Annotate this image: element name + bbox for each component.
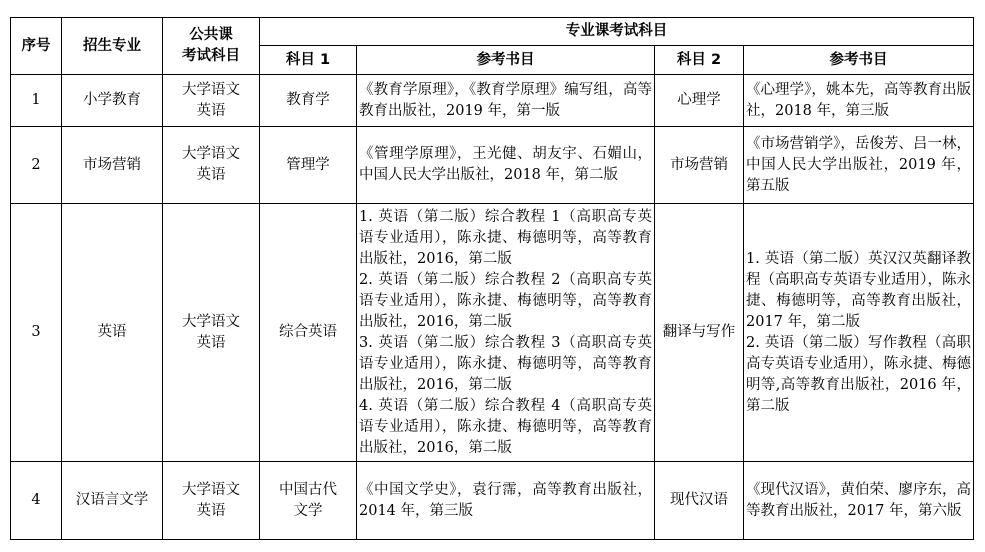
- cell-public: 大学语文 英语: [163, 462, 260, 540]
- cell-books2: [744, 127, 974, 204]
- cell-subject2: 心理学: [655, 75, 744, 127]
- header-public-course-text: 公共课 考试科目: [182, 27, 240, 64]
- cell-seq: 2: [11, 127, 62, 204]
- table-row: [11, 127, 974, 204]
- admission-exam-table: [10, 17, 974, 540]
- cell-public: 大学语文 英语: [163, 127, 260, 204]
- header-subject1: 科目 1: [260, 46, 357, 75]
- book-entry: 1. 英语（第二版）英汉汉英翻译教程（高职高专英语专业适用），陈永捷、梅德明等，高等教育出版社，2017 年，第二版: [746, 250, 971, 330]
- cell-books1: [357, 204, 655, 462]
- cell-books2: [744, 204, 974, 462]
- table-row: [11, 75, 974, 127]
- cell-books2: [744, 462, 974, 540]
- book-entry: 《心理学》，姚本先，高等教育出版社，2018 年，第三版: [746, 81, 971, 119]
- cell-public: 大学语文 英语: [163, 75, 260, 127]
- cell-subject2: 翻译与写作: [655, 204, 744, 462]
- cell-books1: [357, 127, 655, 204]
- cell-seq: 1: [11, 75, 62, 127]
- cell-subject1: 综合英语: [260, 204, 357, 462]
- cell-major: 汉语言文学: [62, 462, 163, 540]
- book-entry: 2. 英语（第二版）写作教程（高职高专英语专业适用），陈永捷、梅德明等,高等教育出版社，2016 年，第二版: [746, 334, 971, 414]
- cell-subject2: 市场营销: [655, 127, 744, 204]
- table-row: [11, 462, 974, 540]
- cell-subject1: 教育学: [260, 75, 357, 127]
- book-entry: 3. 英语（第二版）综合教程 3（高职高专英语专业适用），陈永捷、梅德明等，高等教育出版社，2016，第二版: [359, 334, 652, 393]
- cell-books1: [357, 75, 655, 127]
- cell-subject1: 管理学: [260, 127, 357, 204]
- header-major: 招生专业: [62, 18, 163, 75]
- book-entry: 4. 英语（第二版）综合教程 4（高职高专英语专业适用），陈永捷、梅德明等，高等教育出版社，2016，第二版: [359, 397, 652, 456]
- cell-public: 大学语文 英语: [163, 204, 260, 462]
- table-header-row: [11, 18, 974, 46]
- cell-major: 英语: [62, 204, 163, 462]
- cell-books2: [744, 75, 974, 127]
- cell-major: 小学教育: [62, 75, 163, 127]
- cell-subject2: 现代汉语: [655, 462, 744, 540]
- book-entry: 《教育学原理》，《教育学原理》编写组，高等教育出版社，2019 年，第一版: [359, 81, 652, 119]
- cell-subject1: 中国古代 文学: [260, 462, 357, 540]
- cell-major: 市场营销: [62, 127, 163, 204]
- book-entry: 《现代汉语》，黄伯荣、廖序东，高等教育出版社，2017 年，第六版: [746, 481, 971, 519]
- cell-seq: 4: [11, 462, 62, 540]
- book-entry: 《中国文学史》，袁行霈，高等教育出版社，2014 年，第三版: [359, 481, 652, 519]
- book-entry: 《管理学原理》，王光健、胡友宇、石媚山，中国人民大学出版社，2018 年，第二版: [359, 146, 652, 183]
- table-row: [11, 204, 974, 462]
- cell-seq: 3: [11, 204, 62, 462]
- book-entry: 《市场营销学》，岳俊芳、吕一林，中国人民大学出版社，2019 年，第五版: [746, 135, 971, 194]
- header-public-course: [163, 18, 260, 75]
- book-entry: 2. 英语（第二版）综合教程 2（高职高专英语专业适用），陈永捷、梅德明等，高等教育出版社，2016，第二版: [359, 271, 652, 330]
- cell-books1: [357, 462, 655, 540]
- header-books1: 参考书目: [357, 46, 655, 75]
- header-books2: 参考书目: [744, 46, 974, 75]
- header-professional: 专业课考试科目: [260, 18, 974, 46]
- header-subject2: 科目 2: [655, 46, 744, 75]
- header-seq: 序号: [11, 18, 62, 75]
- book-entry: 1. 英语（第二版）综合教程 1（高职高专英语专业适用），陈永捷、梅德明等，高等教育出版社，2016，第二版: [359, 208, 652, 267]
